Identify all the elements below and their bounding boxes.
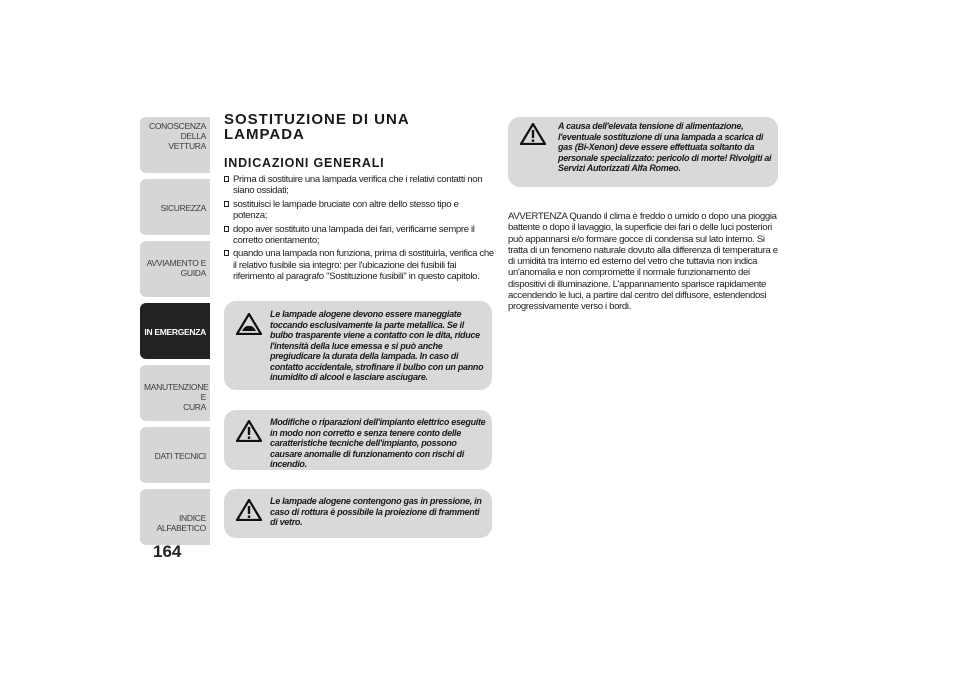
warning-box-halogen-handling (224, 301, 492, 390)
list-item: quando una lampada non funziona, prima di sostituirla, verifica che il relativo fusibile sia integro: per l'ubicazione dei fusibili fai riferimento al paragrafo "Sostituzione fusibili" in questo capitolo. (224, 248, 494, 282)
tab-label: SICUREZZA (160, 203, 206, 213)
tab-label: CONOSCENZA (149, 121, 206, 131)
section-subtitle: INDICAZIONI GENERALI (224, 156, 385, 170)
warning-box-electrical (224, 410, 492, 470)
tab-label: DELLA VETTURA (168, 131, 206, 151)
tab-label: CURA (183, 402, 206, 412)
tab-conoscenza-della-vettura[interactable] (140, 117, 210, 173)
tab-label: GUIDA (180, 268, 206, 278)
warning-text: Modifiche o riparazioni dell'impianto elettrico eseguite in modo non corretto e senza tenere conto delle caratteristiche tecniche dell'impianto, possono causare anomalie di funzionamento con rischi di incendio. (270, 417, 486, 469)
tab-label: MANUTENZIONE E (144, 382, 209, 402)
checkbox-bullet-icon (224, 176, 229, 182)
tab-label: AVVIAMENTO E (146, 258, 206, 268)
warning-text: Le lampade alogene contengono gas in pressione, in caso di rottura è possibile la proiezione di frammenti di vetro. (270, 496, 482, 527)
instruction-list (224, 174, 494, 285)
tab-dati-tecnici[interactable] (140, 427, 210, 483)
tab-sicurezza[interactable] (140, 179, 210, 235)
tab-in-emergenza[interactable] (140, 303, 210, 359)
checkbox-bullet-icon (224, 250, 229, 256)
tab-label: INDICE ALFABETICO (156, 513, 206, 533)
warning-text: A causa dell'elevata tensione di alimentazione, l'eventuale sostituzione di una lampada a scarica di gas (Bi-Xenon) deve essere effettuata soltanto da personale specializzato: pericolo di morte! Rivolgiti ai Servizi Autorizzati Alfa Romeo. (558, 121, 772, 173)
list-item: dopo aver sostituito una lampada dei fari, verificarne sempre il corretto orientamento; (224, 224, 494, 247)
warning-box-xenon (508, 117, 778, 187)
tab-label: DATI TECNICI (154, 451, 206, 461)
warning-text: Le lampade alogene devono essere maneggiate toccando esclusivamente la parte metallica. Se il bulbo trasparente viene a contatto con le dita, riduce l'intensità della luce emessa e si può anche pregiudicare la durata della lampada. In caso di contatto accidentale, strofinare il bulbo con un panno inumidito di alcool e lasciare asciugare. (270, 309, 484, 382)
tab-avviamento-e-guida[interactable] (140, 241, 210, 297)
tab-label: IN EMERGENZA (144, 327, 206, 337)
tab-indice-alfabetico[interactable] (140, 489, 210, 545)
advisory-paragraph: AVVERTENZA Quando il clima è freddo o umido o dopo una pioggia battente o dopo il lavaggio, la superficie dei fari o delle luci posteriori può appannarsi e/o formare gocce di condensa sul lato interno. Si tratta di un fenomeno naturale dovuto alla differenza di temperatura e di umidità tra interno ed esterno del vetro che tuttavia non indica un'anomalia e non compromette il normale funzionamento dei dispositivi di illuminazione. L'appannamento sparisce rapidamente accendendo le luci, a partire dal centro del diffusore, estendendosi progressivamente verso i bordi. (508, 211, 778, 313)
warning-triangle-icon (236, 499, 262, 521)
section-title: SOSTITUZIONE DI UNA LAMPADA (224, 111, 410, 143)
checkbox-bullet-icon (224, 226, 229, 232)
page-number: 164 (153, 542, 182, 561)
list-item: sostituisci le lampade bruciate con altre dello stesso tipo e potenza; (224, 199, 494, 222)
tab-manutenzione-e-cura[interactable] (140, 365, 210, 421)
checkbox-bullet-icon (224, 201, 229, 207)
warning-box-halogen-pressure (224, 489, 492, 538)
list-item: Prima di sostituire una lampada verifica che i relativi contatti non siano ossidati; (224, 174, 494, 197)
